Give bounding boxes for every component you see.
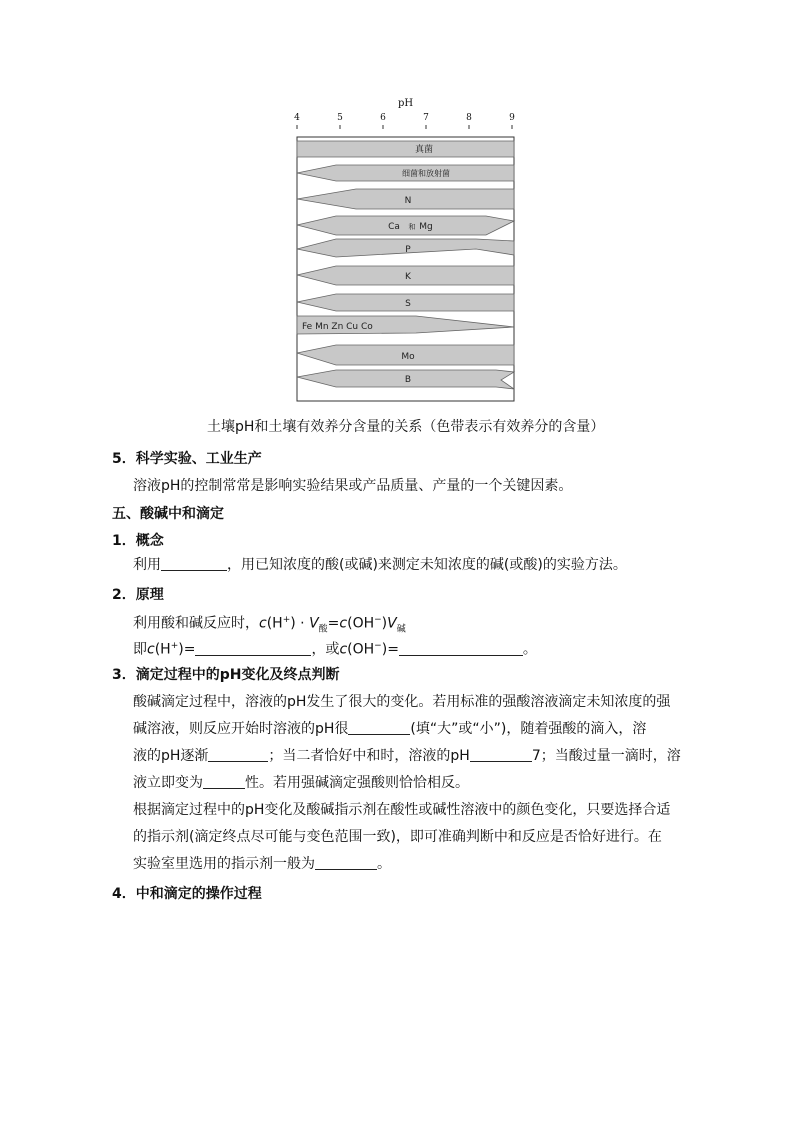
text: ) bbox=[381, 641, 388, 658]
text: 。 bbox=[377, 856, 391, 872]
fill-blank[interactable] bbox=[348, 720, 410, 735]
sup: − bbox=[374, 641, 382, 651]
tick-label: 4 bbox=[294, 113, 300, 123]
fill-blank[interactable] bbox=[195, 641, 311, 656]
text: ，或 bbox=[311, 641, 340, 658]
text: 利用酸和碱反应时， bbox=[133, 615, 259, 632]
symbol: c bbox=[339, 615, 348, 632]
symbol: V bbox=[309, 615, 319, 632]
text: ) bbox=[381, 615, 388, 632]
sup: − bbox=[374, 615, 382, 625]
text: 碱溶液，则反应开始时溶液的pH很 bbox=[133, 721, 349, 737]
band-label: S bbox=[405, 299, 411, 309]
section-heading: 2．原理 bbox=[112, 587, 164, 603]
text: = bbox=[387, 641, 399, 658]
paragraph: 溶液pH的控制常常是影响实验结果或产品质量、产量的一个关键因素。 bbox=[133, 478, 573, 494]
paragraph bbox=[133, 555, 627, 575]
sub: 酸 bbox=[318, 624, 328, 635]
text: = bbox=[327, 615, 340, 632]
band-fungi bbox=[297, 141, 514, 157]
text: (H bbox=[154, 641, 171, 658]
band-label: B bbox=[404, 375, 412, 385]
text: · bbox=[295, 615, 310, 632]
text: 性。若用强碱滴定强酸则恰恰相反。 bbox=[245, 775, 469, 791]
band-label: 细菌和放射菌 bbox=[402, 169, 450, 178]
band-label: P bbox=[405, 245, 411, 255]
band-label: Ca bbox=[388, 222, 400, 232]
section-heading: 4．中和滴定的操作过程 bbox=[112, 886, 262, 902]
text: 。 bbox=[522, 641, 537, 658]
band-label: Mg bbox=[419, 222, 433, 232]
sub: 碱 bbox=[396, 624, 406, 635]
tick-label: 6 bbox=[380, 113, 386, 123]
text: 液的pH逐渐 bbox=[133, 748, 209, 764]
tick-marks bbox=[297, 125, 512, 129]
paragraph-line bbox=[133, 719, 646, 739]
text: (OH bbox=[347, 641, 375, 658]
paragraph-line bbox=[133, 773, 469, 793]
tick-label: 7 bbox=[423, 113, 429, 123]
text: 7；当酸过量一滴时，溶 bbox=[531, 748, 681, 764]
formula-line bbox=[133, 636, 537, 660]
text: 液立即变为 bbox=[133, 775, 203, 791]
paragraph-line: 根据滴定过程中的pH变化及酸碱指示剂在酸性或碱性溶液中的颜色变化，只要选择合适 bbox=[133, 802, 671, 818]
section-heading: 1．概念 bbox=[112, 533, 164, 549]
band-label: Mo bbox=[401, 352, 415, 362]
ph-axis-title: pH bbox=[398, 98, 414, 109]
fill-blank[interactable] bbox=[470, 747, 532, 762]
section-heading: 3．滴定过程中的pH变化及终点判断 bbox=[112, 667, 340, 683]
text: ；当二者恰好中和时，溶液的pH bbox=[268, 748, 470, 764]
text: 即 bbox=[133, 641, 147, 658]
band-label: Fe Mn Zn Cu Co bbox=[302, 322, 373, 332]
text: (OH bbox=[347, 615, 375, 632]
fill-blank[interactable] bbox=[208, 747, 268, 762]
fill-blank[interactable] bbox=[399, 641, 523, 656]
text: 实验室里选用的指示剂一般为 bbox=[133, 856, 315, 872]
text: ) bbox=[178, 641, 184, 658]
paragraph-line bbox=[133, 746, 681, 766]
symbol: V bbox=[387, 615, 397, 632]
text: 利用 bbox=[133, 557, 161, 573]
tick-label: 8 bbox=[466, 113, 472, 123]
chapter-heading: 五、酸碱中和滴定 bbox=[112, 506, 224, 522]
text: ) bbox=[290, 615, 296, 632]
paragraph-line: 酸碱滴定过程中，溶液的pH发生了很大的变化。若用标准的强酸溶液滴定未知浓度的强 bbox=[133, 694, 671, 710]
text: = bbox=[183, 641, 196, 658]
text: ，用已知浓度的酸(或碱)来测定未知浓度的碱(或酸)的实验方法。 bbox=[227, 557, 627, 573]
fill-blank[interactable] bbox=[161, 556, 227, 571]
fill-blank[interactable] bbox=[315, 855, 377, 870]
sup: + bbox=[170, 641, 179, 651]
band-label: N bbox=[404, 196, 412, 206]
tick-label: 5 bbox=[337, 113, 343, 123]
symbol: c bbox=[339, 641, 348, 658]
text: (填“大”或“小”)，随着强酸的滴入，溶 bbox=[410, 721, 647, 737]
soil-ph-nutrient-figure bbox=[296, 125, 516, 403]
text: (H bbox=[266, 615, 283, 632]
band-ca-mg bbox=[297, 216, 514, 235]
symbol: c bbox=[259, 615, 267, 632]
tick-label: 9 bbox=[509, 113, 515, 123]
band-label: 和 bbox=[408, 223, 416, 231]
band-label: K bbox=[405, 272, 411, 282]
sup: + bbox=[282, 615, 291, 625]
fill-blank[interactable] bbox=[203, 774, 245, 789]
symbol: c bbox=[147, 641, 155, 658]
section-heading: 5．科学实验、工业生产 bbox=[112, 451, 262, 467]
paragraph-line: 的指示剂(滴定终点尽可能与变色范围一致)，即可准确判断中和反应是否恰好进行。在 bbox=[133, 829, 662, 845]
paragraph-line bbox=[133, 854, 391, 874]
figure-caption: 土壤pH和土壤有效养分含量的关系（色带表示有效养分的含量） bbox=[207, 419, 605, 435]
band-label: 真菌 bbox=[414, 145, 434, 155]
